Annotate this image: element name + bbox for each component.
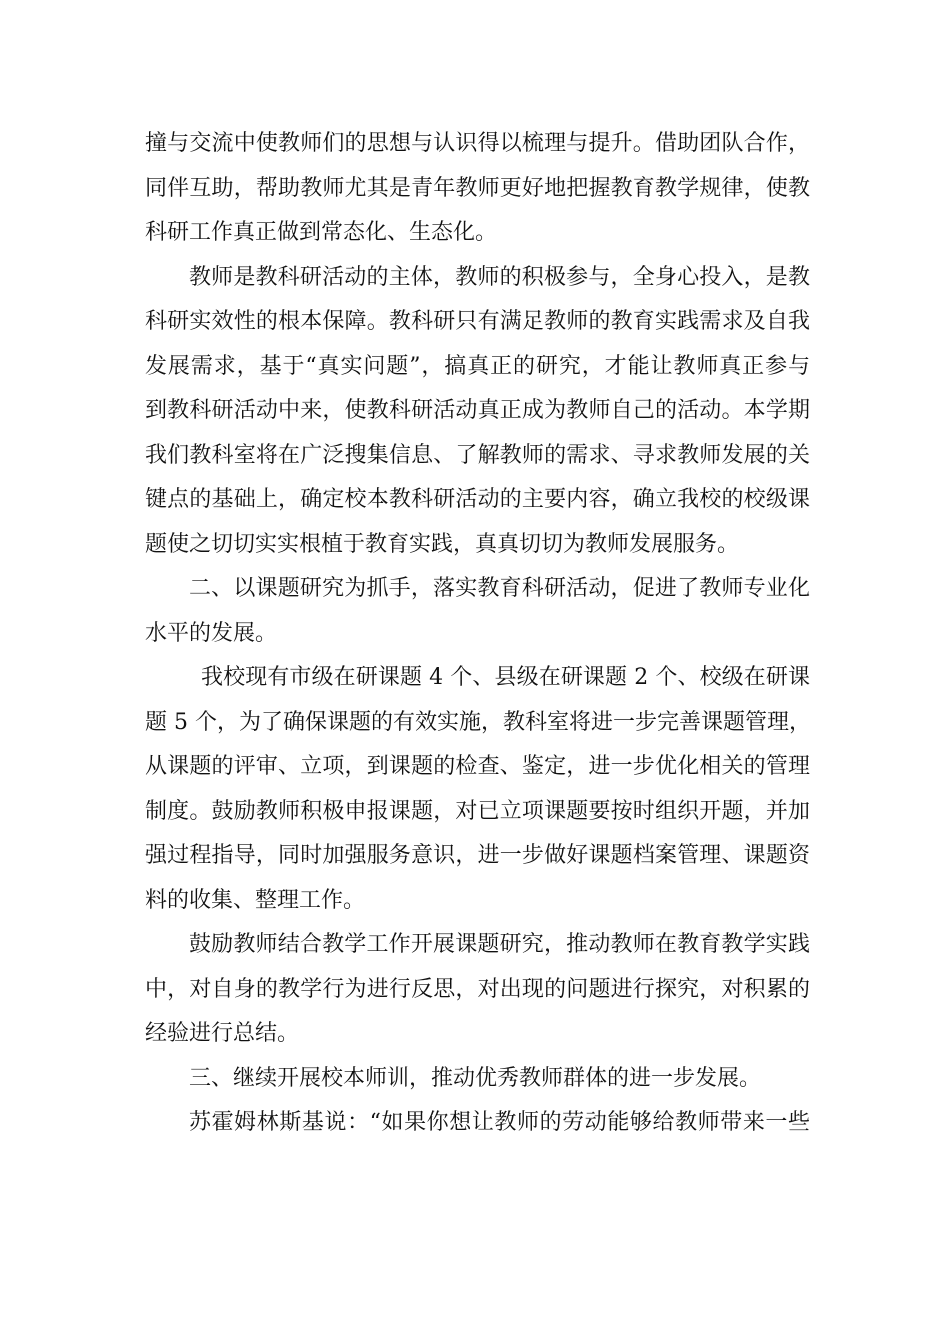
body-text xyxy=(145,122,810,1146)
text-line: 料的收集、整理工作。 xyxy=(145,887,366,913)
text-line: 苏霍姆林斯基说：“如果你想让教师的劳动能够给教师带来一些 xyxy=(189,1110,810,1135)
text-line: 题使之切切实实根植于教育实践，真真切切为教师发展服务。 xyxy=(145,531,740,557)
section-heading-2: 二、以课题研究为抓手，落实教育科研活动，促进了教师专业化 xyxy=(189,576,810,601)
text-line: 键点的基础上，确定校本教科研活动的主要内容，确立我校的校级课 xyxy=(145,487,810,512)
text-line: 鼓励教师结合教学工作开展课题研究，推动教师在教育教学实践 xyxy=(189,932,810,957)
section-heading-2-cont: 水平的发展。 xyxy=(145,620,278,646)
text-line: 制度。鼓励教师积极申报课题，对已立项课题要按时组织开题，并加 xyxy=(145,798,810,824)
text-line: 题 5 个，为了确保课题的有效实施，教科室将进一步完善课题管理， xyxy=(145,709,811,735)
text-line: 我校现有市级在研课题 4 个、县级在研课题 2 个、校级在研课 xyxy=(201,665,810,690)
text-line: 教师是教科研活动的主体，教师的积极参与，全身心投入，是教 xyxy=(189,264,810,290)
text-line: 同伴互助，帮助教师尤其是青年教师更好地把握教育教学规律，使教 xyxy=(145,175,810,201)
text-line: 从课题的评审、立项，到课题的检查、鉴定，进一步优化相关的管理 xyxy=(145,754,810,779)
text-line: 撞与交流中使教师们的思想与认识得以梳理与提升。借助团队合作， xyxy=(145,131,810,156)
text-line: 经验进行总结。 xyxy=(145,1021,300,1046)
text-line: 科研实效性的根本保障。教科研只有满足教师的教育实践需求及自我 xyxy=(145,309,810,334)
text-line: 发展需求，基于“真实问题”，搞真正的研究，才能让教师真正参与 xyxy=(145,353,810,379)
text-line: 科研工作真正做到常态化、生态化。 xyxy=(145,220,498,245)
text-line: 中，对自身的教学行为进行反思，对出现的问题进行探究，对积累的 xyxy=(145,976,810,1002)
section-heading-3: 三、继续开展校本师训，推动优秀教师群体的进一步发展。 xyxy=(189,1065,762,1091)
text-line: 我们教科室将在广泛搜集信息、了解教师的需求、寻求教师发展的关 xyxy=(145,442,810,468)
text-line: 强过程指导，同时加强服务意识，进一步做好课题档案管理、课题资 xyxy=(145,843,810,868)
text-line: 到教科研活动中来，使教科研活动真正成为教师自己的活动。本学期 xyxy=(145,398,810,423)
